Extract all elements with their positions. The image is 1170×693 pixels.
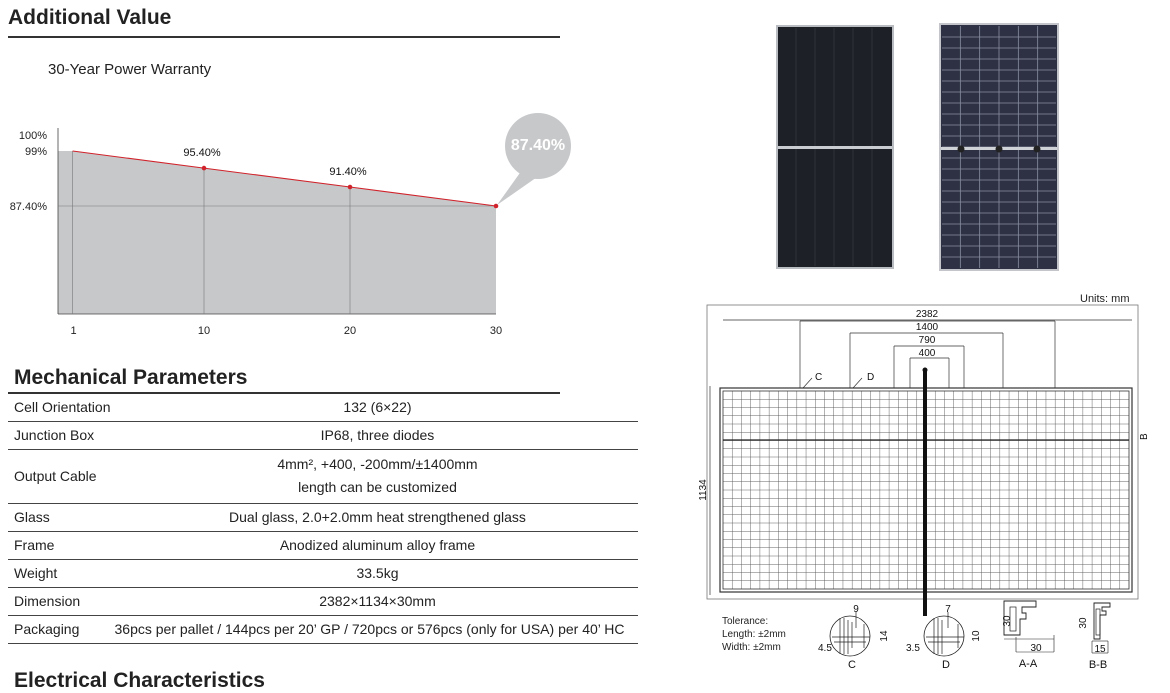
data-label: 95.40% [183, 147, 221, 160]
detail-d-label: D [942, 659, 950, 671]
marker-b: B [1139, 433, 1150, 440]
dim-790: 790 [918, 335, 936, 346]
units-label: Units: mm [1080, 293, 1130, 305]
detail-d-top: 7 [945, 604, 951, 615]
row-value: 33.5kg [117, 559, 639, 587]
detail-c-right: 14 [879, 630, 890, 642]
tolerance-title: Tolerance: [722, 616, 769, 627]
mechanical-table [8, 393, 638, 644]
module-back-image [939, 23, 1061, 273]
detail-c-top: 9 [853, 604, 859, 615]
data-point [202, 166, 207, 171]
x-tick-label: 30 [489, 325, 503, 337]
dim-2382: 2382 [915, 309, 939, 320]
tolerance-block [722, 615, 786, 654]
row-value [114, 615, 639, 643]
row-value: Anodized aluminum alloy frame [117, 531, 639, 559]
detail-c-label: C [848, 659, 856, 671]
warranty-area [58, 151, 496, 314]
table-row [8, 421, 638, 449]
row-value-line1: 4mm², +400, -200mm/±1400mm [277, 456, 478, 472]
x-tick-label: 10 [197, 325, 211, 337]
x-tick-label: 1 [70, 325, 77, 337]
section-bb-bottom: 15 [1094, 644, 1106, 655]
callout-value: 87.40% [510, 137, 566, 154]
table-row [8, 531, 638, 559]
packaging-value: 36pcs per pallet / 144pcs per 20’ GP / 720pcs or 576pcs (only for USA) per 40’ HC [114, 621, 625, 637]
row-label: Glass [8, 503, 117, 531]
detail-d-left: 3.5 [906, 643, 920, 654]
detail-d [904, 600, 984, 672]
electrical-heading: Electrical Characteristics [14, 669, 265, 692]
table-row [8, 587, 638, 615]
additional-value-heading: Additional Value [8, 6, 172, 29]
dim-1400: 1400 [915, 322, 939, 333]
row-value: IP68, three diodes [117, 421, 639, 449]
marker-d: D [867, 372, 875, 383]
callout-bubble [492, 108, 572, 210]
table-row [8, 503, 638, 531]
dim-1134: 1134 [698, 479, 709, 501]
dim-400: 400 [918, 348, 936, 359]
row-value-line2: length can be customized [298, 479, 457, 495]
row-label: Output Cable [8, 449, 117, 503]
table-row [8, 393, 638, 421]
data-label: 91.40% [329, 166, 367, 179]
module-front-image [776, 25, 896, 271]
tolerance-width: Width: ±2mm [722, 642, 781, 653]
marker-c: C [815, 372, 823, 383]
y-tick-label: 87.40% [9, 201, 47, 213]
row-label: Frame [8, 531, 117, 559]
y-tick-label: 99% [24, 146, 47, 158]
section-bb [1072, 597, 1138, 673]
table-row [8, 559, 638, 587]
row-value: 132 (6×22) [117, 393, 639, 421]
row-label: Weight [8, 559, 117, 587]
row-label: Cell Orientation [8, 393, 117, 421]
y-tick-label: 100% [18, 130, 47, 142]
tolerance-length: Length: ±2mm [722, 629, 786, 640]
row-value [117, 449, 639, 503]
detail-d-right: 10 [971, 630, 982, 642]
row-value: 2382×1134×30mm [117, 587, 639, 615]
section-aa [996, 597, 1062, 673]
table-row [8, 449, 638, 503]
warranty-title: 30-Year Power Warranty [48, 61, 212, 78]
mechanical-heading: Mechanical Parameters [14, 366, 248, 389]
table-row [8, 615, 638, 643]
section-aa-label: A-A [1018, 658, 1038, 670]
x-tick-label: 20 [343, 325, 357, 337]
section-bb-label: B-B [1088, 659, 1108, 671]
detail-c-left: 4.5 [818, 643, 832, 654]
detail-c [812, 600, 892, 672]
section-bb-side: 30 [1078, 617, 1089, 629]
row-label: Dimension [8, 587, 117, 615]
data-point [348, 185, 353, 190]
section-aa-side: 30 [1002, 615, 1013, 627]
row-label: Junction Box [8, 421, 117, 449]
heading-rule [8, 36, 560, 38]
section-aa-bottom: 30 [1030, 643, 1042, 654]
row-value: Dual glass, 2.0+2.0mm heat strengthened glass [117, 503, 639, 531]
row-label: Packaging [8, 615, 117, 643]
